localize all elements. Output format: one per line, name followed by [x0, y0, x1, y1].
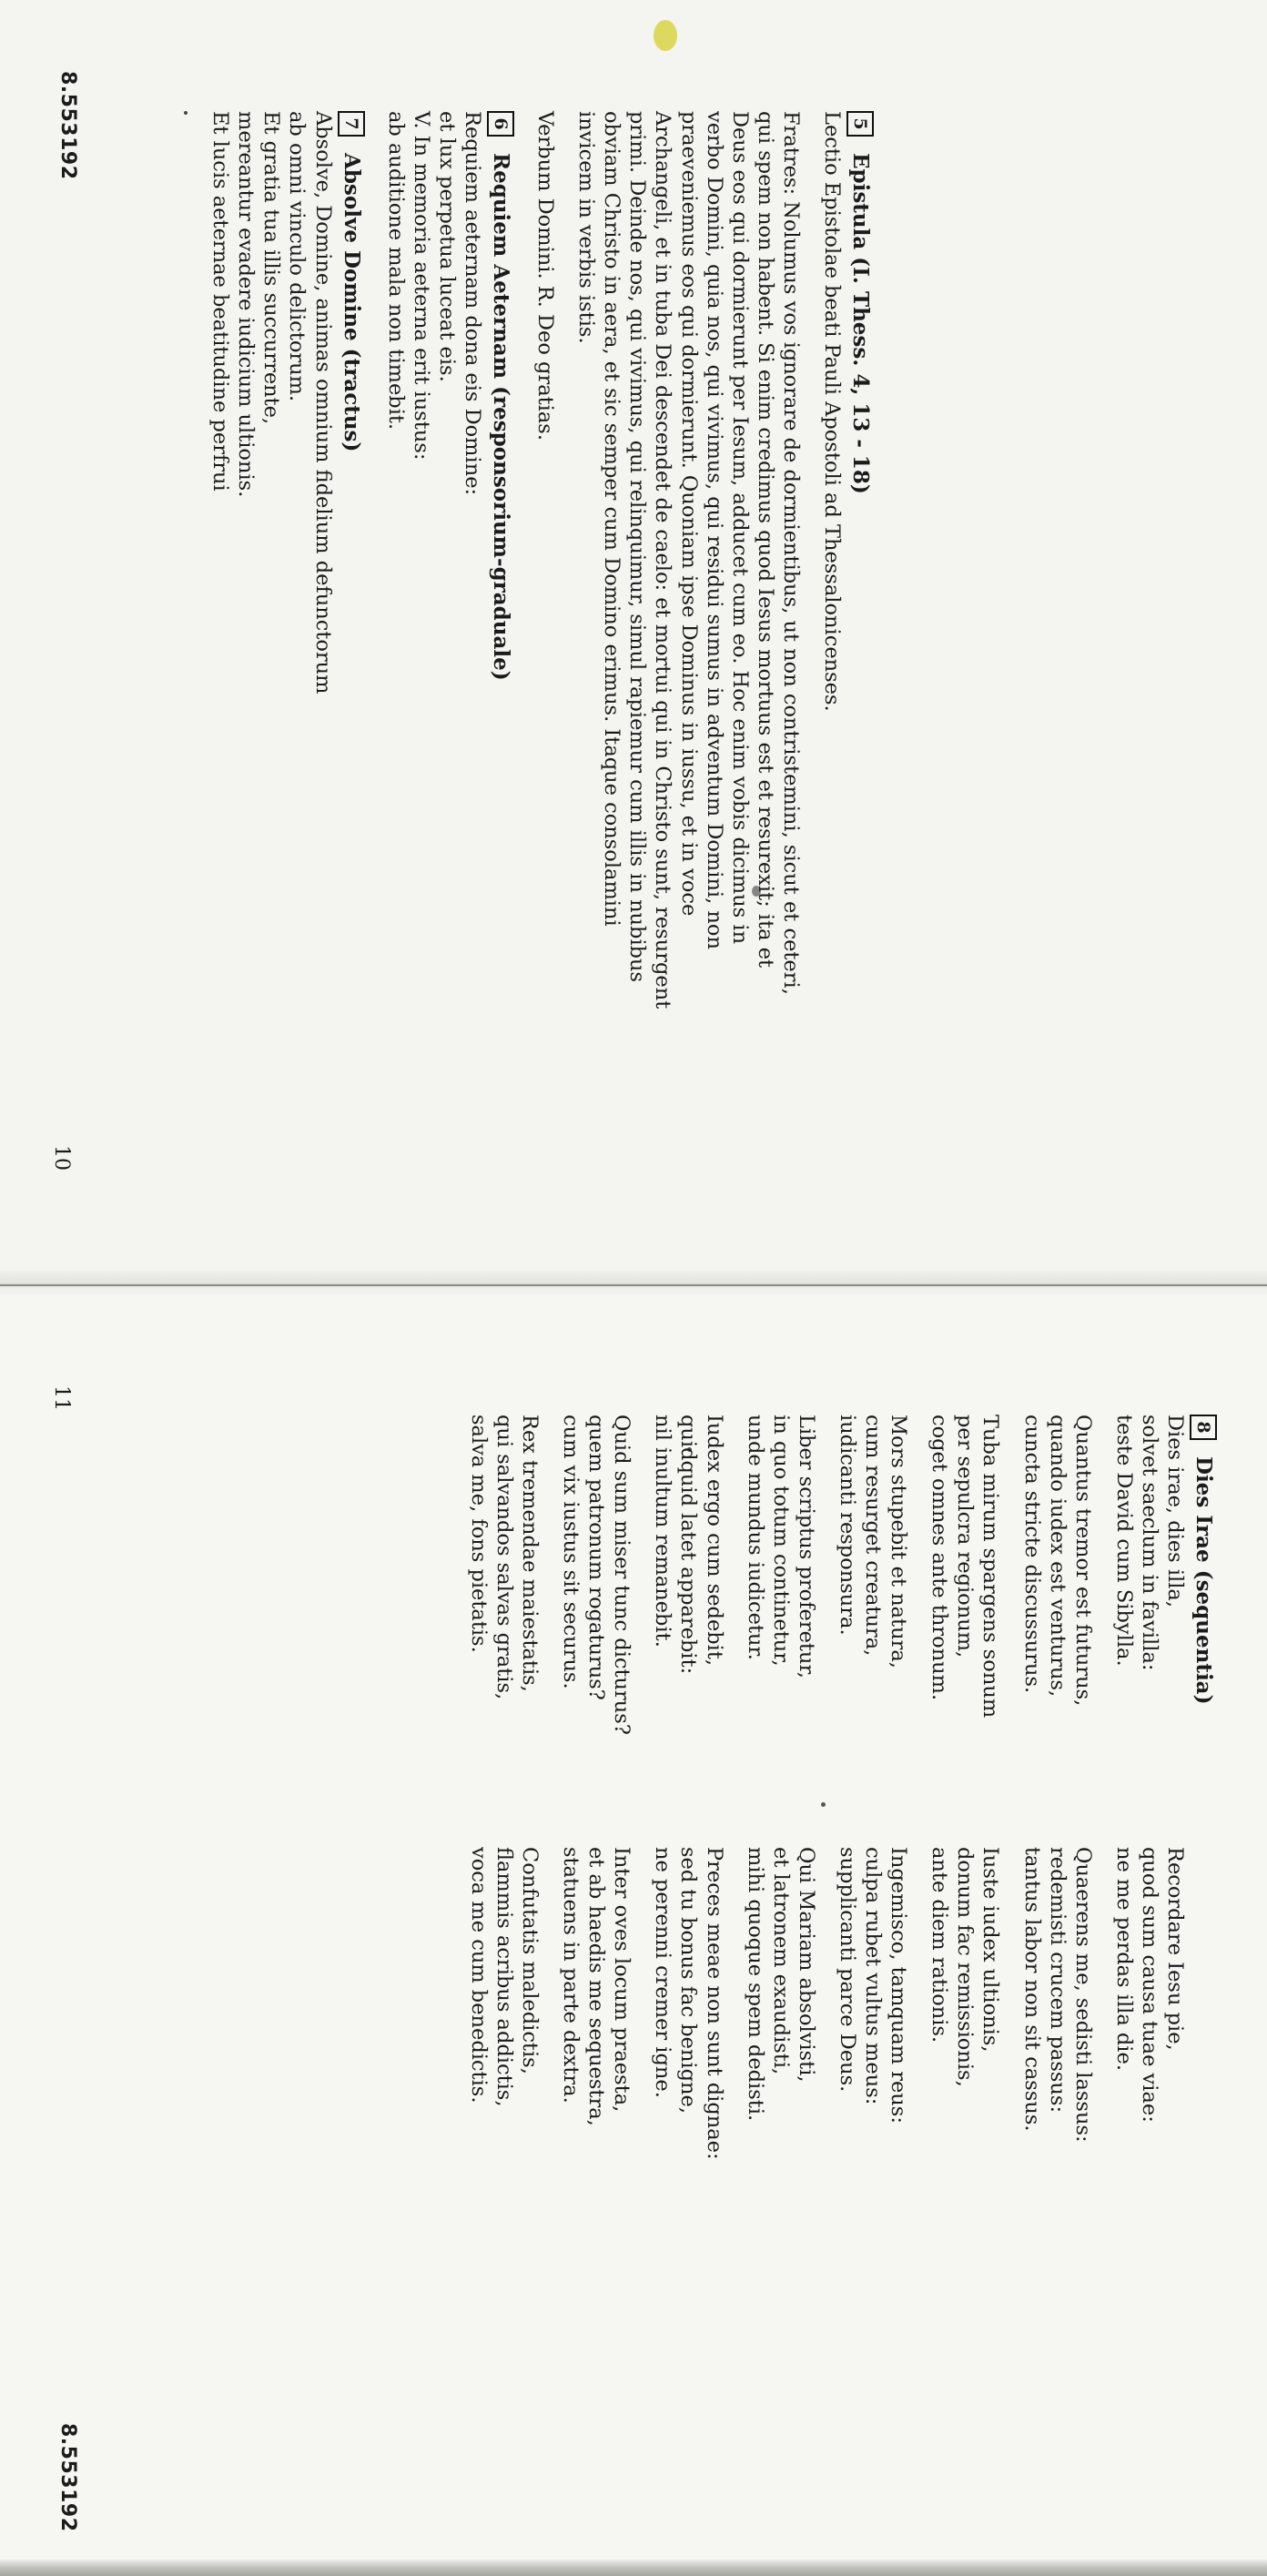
- stanza: [835, 1847, 911, 2393]
- section-heading: [846, 111, 874, 1222]
- text-line: ab omni vinculo delictorum.: [285, 111, 309, 402]
- stanza: [1019, 1847, 1095, 2393]
- verse-line: Rex tremendae maiestatis,: [518, 1415, 542, 1692]
- section-number-box: 5: [846, 111, 874, 137]
- section-number-box: 8: [1190, 1415, 1217, 1440]
- verse-line: Tuba mirum spargens sonum: [978, 1415, 1003, 1719]
- section-title: Absolve Domine (tractus): [339, 153, 364, 452]
- left-text-column: [208, 111, 874, 1222]
- text-line: obviam Christo in aera, et sic semper cum Domino erimus. Itaque consolamini: [600, 111, 624, 927]
- section-number-box: 6: [487, 111, 514, 137]
- text-line: Lectio Epistolae beati Pauli Apostoli ad Thessalonicenses.: [820, 111, 844, 712]
- verse-line: donum fac remissionis,: [953, 1847, 978, 2087]
- verse-line: quod sum causa tuae viae:: [1137, 1847, 1161, 2123]
- page-number: 10: [50, 1145, 73, 1171]
- text-line: Absolve, Domine, animas omnium fidelium defunctorum: [310, 111, 335, 695]
- dies-irae-column: [278, 1415, 1217, 2543]
- verse-line: ante diem rationis.: [927, 1847, 952, 2044]
- left-page-content: [0, 0, 1267, 1274]
- section-title: Requiem Aeternam (responsorium-graduale): [489, 153, 514, 681]
- verse-line: salva me, fons pietatis.: [466, 1415, 491, 1653]
- verse-line: quando iudex est venturus,: [1045, 1415, 1069, 1698]
- catalogue-number: 8.553192: [56, 2423, 79, 2532]
- stanza: [558, 1847, 634, 2393]
- verse-line: per sepulcra regionum,: [953, 1415, 978, 1658]
- right-page: [0, 1294, 1267, 2569]
- text-line: Et gratia tua illis succurrente,: [259, 111, 284, 425]
- verse-line: Mors stupebit et natura,: [887, 1415, 911, 1668]
- verse-line: Iuste iudex ultionis,: [978, 1847, 1003, 2053]
- section-heading: [1190, 1415, 1217, 2543]
- verse-line: Confutatis maledictis,: [518, 1847, 542, 2074]
- verse-line: voca me cum benedictis.: [466, 1847, 491, 2104]
- right-page-content: [0, 1294, 1267, 2569]
- verse-line: Preces meae non sunt dignae:: [702, 1847, 726, 2160]
- dies-irae-column-2: [466, 1847, 1188, 2393]
- stanza: [1111, 1847, 1188, 2393]
- text-line: Requiem aeternam dona eis Domine:: [460, 111, 484, 496]
- paragraph-gap: [558, 111, 573, 1222]
- verse-line: et latronem exaudisti,: [768, 1847, 793, 2075]
- page-bottom-edge: [0, 2560, 1267, 2576]
- verse-line: quem patronum rogaturus?: [584, 1415, 609, 1700]
- section-requiem: [383, 111, 514, 1222]
- text-line: Deus eos qui dormierunt per Iesum, adducet cum eo. Hoc enim vobis dicimus in: [727, 111, 752, 945]
- stanza: [650, 1847, 726, 2393]
- verse-line: cum resurget creatura,: [861, 1415, 886, 1657]
- stanza: [927, 1847, 1003, 2393]
- text-line: ab auditione mala non timebit.: [383, 111, 408, 431]
- text-line: mereantur evadere iudicium ultionis.: [234, 111, 258, 498]
- fold-crease: [0, 1284, 1267, 1286]
- verse-line: Recordare Iesu pie,: [1163, 1847, 1187, 2051]
- verse-line: ne perenni cremer igne.: [651, 1847, 675, 2098]
- verse-line: quidquid latet apparebit:: [676, 1415, 701, 1675]
- verse-line: culpa rubet vultus meus:: [861, 1847, 886, 2105]
- section-heading: [487, 111, 514, 1222]
- verse-line: solvet saeclum in favilla:: [1137, 1415, 1161, 1671]
- section-title: Epistula (I. Thess. 4, 13 - 18): [848, 153, 874, 494]
- verse-line: coget omnes ante thronum.: [927, 1415, 952, 1701]
- text-line: verbo Domini, quia nos, qui vivimus, qui residui sumus in adventum Domini, non: [702, 111, 726, 949]
- verse-line: Quid sum miser tunc dicturus?: [610, 1415, 634, 1735]
- verse-line: Quaerens me, sedisti lassus:: [1070, 1847, 1095, 2143]
- section-number-box: 7: [338, 111, 365, 137]
- verse-line: Dies irae, dies illa,: [1163, 1415, 1187, 1608]
- page-number: 11: [50, 1385, 73, 1411]
- text-line: praeveniemus eos qui dormierunt. Quoniam ipse Dominus in iussu, et in voce: [676, 111, 701, 917]
- section-heading: [338, 111, 365, 1222]
- text-line: Verbum Domini. R. Deo gratias.: [533, 111, 558, 441]
- verse-line: flammis acribus addictis,: [492, 1847, 516, 2107]
- verse-line: nil inultum remanebit.: [651, 1415, 675, 1648]
- verse-line: tantus labor non sit cassus.: [1019, 1847, 1044, 2132]
- verse-line: Quantus tremor est futurus,: [1070, 1415, 1095, 1707]
- verse-line: teste David cum Sibylla.: [1111, 1415, 1136, 1667]
- verse-line: in quo totum continetur,: [768, 1415, 793, 1667]
- verse-line: Iudex ergo cum sedebit,: [702, 1415, 726, 1667]
- verse-line: cuncta stricte discussurus.: [1019, 1415, 1044, 1694]
- verse-line: ne me perdas illa die.: [1111, 1847, 1136, 2071]
- verse-line: qui salvandos salvas gratis,: [492, 1415, 516, 1700]
- verse-line: Ingemisco, tamquam reus:: [887, 1847, 911, 2124]
- stanza: [743, 1847, 819, 2393]
- text-line: qui spem non habent. Si enim credimus quod Iesus mortuus est et resurexit; ita et: [753, 111, 777, 969]
- verse-line: Liber scriptus proferetur,: [794, 1415, 818, 1678]
- text-line: Et lucis aeternae beatitudine perfrui: [208, 111, 233, 492]
- left-page: [0, 0, 1267, 1274]
- verse-line: supplicanti parce Deus.: [835, 1847, 859, 2093]
- verse-line: redemisti crucem passus:: [1045, 1847, 1069, 2114]
- text-line: invicem in verbis istis.: [574, 111, 599, 344]
- verse-line: unde mundus iudicetur.: [743, 1415, 767, 1660]
- section-absolve: [208, 111, 364, 1222]
- stanza: [466, 1847, 542, 2393]
- verse-line: Qui Mariam absolvisti,: [794, 1847, 818, 2083]
- text-line: Archangeli, et in tuba Dei descendet de caelo: et mortui qui in Christo sunt, resurgent: [651, 111, 675, 1009]
- text-line: Fratres: Nolumus vos ignorare de dormientibus, ut non contristemini, sicut et ceteri,: [778, 111, 803, 995]
- section-epistula: [532, 111, 874, 1222]
- verse-line: cum vix iustus sit securus.: [559, 1415, 583, 1689]
- verse-line: mihi quoque spem dedisti.: [743, 1847, 767, 2122]
- catalogue-number: 8.553192: [56, 71, 79, 180]
- verse-line: sed tu bonus fac benigne,: [676, 1847, 701, 2114]
- verse-line: et ab haedis me sequestra,: [584, 1847, 609, 2126]
- text-line: primi. Deinde nos, qui vivimus, qui relinquimur, simul rapiemur cum illis in nubibus: [625, 111, 650, 983]
- text-line: V. In memoria aeterna erit iustus:: [409, 111, 433, 461]
- paragraph-gap: [804, 111, 819, 1222]
- text-line: et lux perpetua luceat eis.: [434, 111, 459, 382]
- verse-line: Inter oves locum praesta,: [610, 1847, 634, 2113]
- verse-line: statuens in parte dextra.: [559, 1847, 583, 2104]
- verse-line: iudicanti responsura.: [835, 1415, 859, 1636]
- section-title: Dies Irae (sequentia): [1191, 1456, 1217, 1705]
